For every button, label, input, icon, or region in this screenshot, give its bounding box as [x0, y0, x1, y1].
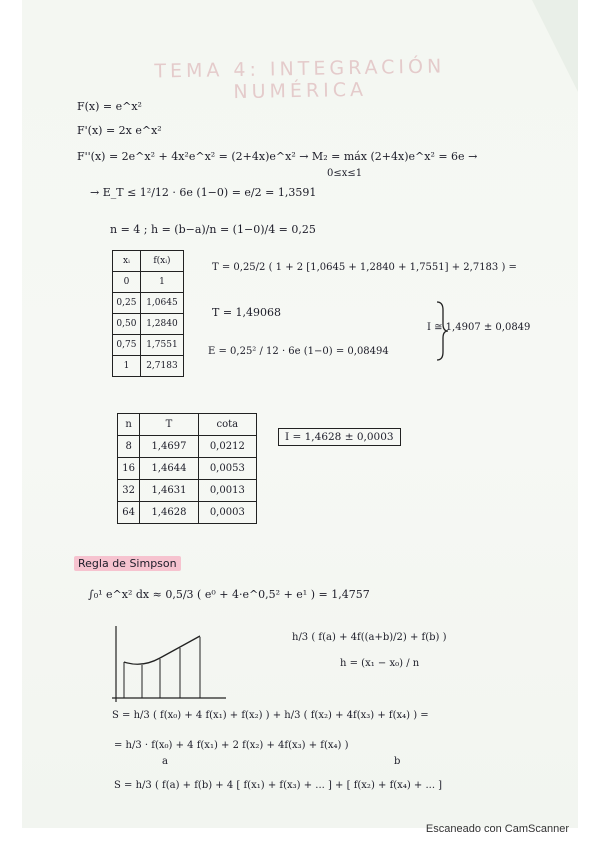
table-row — [113, 335, 184, 356]
simpson-s2: = h/3 · f(x₀) + 4 f(x₁) + 2 f(x₂) + 4f(x₃) + f(x₄) ) — [114, 740, 349, 751]
table-cell: 0,25 — [113, 293, 141, 314]
table-row — [113, 356, 184, 377]
table-cell: 1,2840 — [140, 314, 183, 335]
table-header-cell: f(xᵢ) — [140, 251, 183, 272]
table-cell: 0,0212 — [198, 436, 256, 458]
line-t-value: T = 1,49068 — [212, 306, 282, 319]
simpson-s2-b: b — [394, 756, 401, 767]
table-header-cell: n — [118, 414, 140, 436]
table-cell: 1 — [140, 272, 183, 293]
table-header-row — [113, 251, 184, 272]
page-corner — [532, 0, 578, 92]
simpson-sketch-icon — [110, 622, 230, 707]
table-header-cell: T — [140, 414, 198, 436]
table-cell: 1,4628 — [140, 502, 198, 524]
simpson-h-definition: h = (x₁ − x₀) / n — [340, 658, 420, 669]
line-n-h: n = 4 ; h = (b−a)/n = (1−0)/4 = 0,25 — [110, 223, 316, 236]
table-cell: 2,7183 — [140, 356, 183, 377]
table-cell: 0,0003 — [198, 502, 256, 524]
table-cell: 0,0013 — [198, 480, 256, 502]
table-xi-fxi — [112, 250, 184, 377]
table-header-cell: cota — [198, 414, 256, 436]
table-row — [118, 480, 257, 502]
table-cell: 1,4697 — [140, 436, 198, 458]
table-header-row — [118, 414, 257, 436]
simpson-heading: Regla de Simpson — [74, 556, 181, 571]
table-cell: 0,75 — [113, 335, 141, 356]
simpson-s2-a: a — [162, 756, 168, 767]
line-trapezoid: T = 0,25/2 ( 1 + 2 [1,0645 + 1,2840 + 1,7551] + 2,7183 ) = — [212, 262, 517, 273]
table-row — [118, 458, 257, 480]
table-cell: 1,7551 — [140, 335, 183, 356]
table-cell: 0,50 — [113, 314, 141, 335]
line-e-value: E = 0,25² / 12 · 6e (1−0) = 0,08494 — [208, 346, 389, 357]
boxed-result: I = 1,4628 ± 0,0003 — [278, 428, 401, 446]
line-i-result: I ≅ 1,4907 ± 0,0849 — [427, 322, 531, 333]
table-cell: 32 — [118, 480, 140, 502]
line-f-prime: F'(x) = 2x e^x² — [77, 124, 162, 137]
simpson-basic-formula: h/3 ( f(a) + 4f((a+b)/2) + f(b) ) — [292, 632, 447, 643]
table-row — [113, 272, 184, 293]
table-cell: 1,4644 — [140, 458, 198, 480]
table-cell: 1,0645 — [140, 293, 183, 314]
simpson-integral: ∫₀¹ e^x² dx ≈ 0,5/3 ( e⁰ + 4·e^0,5² + e¹ ) = 1,4757 — [88, 588, 370, 601]
table-row — [118, 502, 257, 524]
table-n-t-cota — [117, 413, 257, 524]
table-row — [118, 436, 257, 458]
table-cell: 16 — [118, 458, 140, 480]
table-row — [113, 293, 184, 314]
table-cell: 64 — [118, 502, 140, 524]
table-header-cell: xᵢ — [113, 251, 141, 272]
line-f-second: F''(x) = 2e^x² + 4x²e^x² = (2+4x)e^x² → M₂ = máx (2+4x)e^x² = 6e → — [77, 150, 478, 163]
table-row — [113, 314, 184, 335]
table-cell: 1,4631 — [140, 480, 198, 502]
simpson-s1: S = h/3 ( f(x₀) + 4 f(x₁) + f(x₂) ) + h/3 ( f(x₂) + 4f(x₃) + f(x₄) ) = — [112, 710, 429, 721]
line-f-second-sub: 0≤x≤1 — [327, 168, 363, 179]
scanned-page — [22, 0, 578, 828]
table-cell: 1 — [113, 356, 141, 377]
table-cell: 0,0053 — [198, 458, 256, 480]
table-cell: 0 — [113, 272, 141, 293]
line-f: F(x) = e^x² — [77, 100, 142, 113]
scanner-footer: Escaneado con CamScanner — [425, 823, 569, 835]
simpson-s3: S = h/3 ( f(a) + f(b) + 4 [ f(x₁) + f(x₃) + ... ] + [ f(x₂) + f(x₄) + ... ] — [114, 780, 443, 791]
table-cell: 8 — [118, 436, 140, 458]
line-error-trap: → E_T ≤ 1²/12 · 6e (1−0) = e/2 = 1,3591 — [90, 186, 317, 199]
watermark-title: TEMA 4: INTEGRACIÓN NUMÉRICA — [154, 55, 446, 104]
